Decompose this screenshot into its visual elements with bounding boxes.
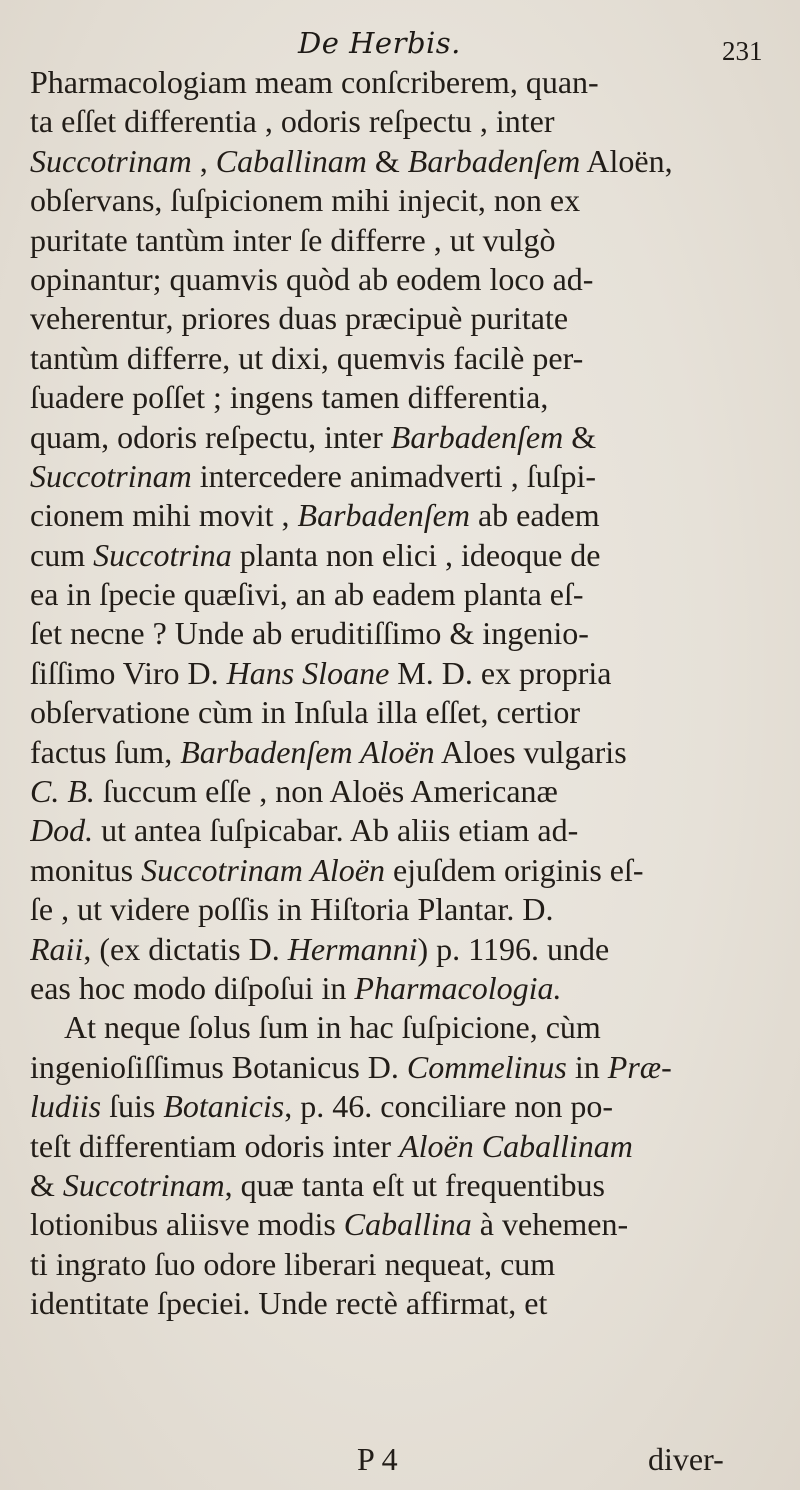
text-segment: &	[366, 142, 408, 179]
text-segment: Barbadenſem	[407, 142, 581, 179]
text-line	[30, 1008, 770, 1047]
text-segment: Dod.	[30, 812, 94, 849]
text-segment: ſuadere poſſet ; ingens tamen differentia,	[30, 379, 549, 416]
text-segment: ab eadem	[469, 497, 600, 534]
text-segment: tantùm differre, ut dixi, quemvis facilè per-	[30, 339, 584, 376]
text-segment: &	[30, 1166, 63, 1203]
text-segment: Raii	[30, 930, 84, 967]
text-line	[30, 63, 770, 102]
text-segment: Barbadenſem	[297, 497, 470, 534]
text-segment: Caballinam	[215, 142, 367, 179]
catchword: diver-	[648, 1441, 724, 1477]
text-segment: Hans Sloane	[226, 654, 390, 691]
text-segment: ta eſſet differentia , odoris reſpectu , inter	[30, 103, 555, 140]
text-segment: veherentur, priores duas præcipuè puritate	[30, 300, 569, 337]
text-segment: Aloes vulgaris	[434, 733, 627, 770]
text-segment: Aloën Caballinam	[399, 1127, 633, 1164]
text-segment: in	[566, 1048, 608, 1085]
text-segment: factus ſum,	[30, 733, 181, 770]
text-line	[30, 536, 770, 575]
text-segment: opinantur; quamvis quòd ab eodem loco ad-	[30, 260, 594, 297]
text-segment: ludiis	[30, 1088, 102, 1125]
text-line	[30, 1048, 770, 1087]
text-line	[30, 339, 770, 378]
text-segment: Succotrinam Aloën	[141, 851, 385, 888]
text-line	[30, 930, 770, 969]
text-line	[30, 654, 770, 693]
text-segment: &	[563, 418, 597, 455]
text-line	[30, 969, 770, 1008]
text-segment: ingenioſiſſimus Botanicus D.	[30, 1048, 407, 1085]
text-line	[30, 378, 770, 417]
footer	[0, 1441, 800, 1481]
text-segment: M. D. ex propria	[389, 654, 612, 691]
text-segment: obſervatione cùm in Inſula illa eſſet, certior	[30, 694, 581, 731]
text-segment: ejuſdem originis eſ-	[384, 851, 644, 888]
text-segment: ſe , ut videre poſſis in Hiſtoria Plantar. D.	[30, 891, 554, 928]
text-segment: ſet necne ? Unde ab eruditiſſimo & ingenio-	[30, 615, 589, 652]
text-segment: planta non elici , ideoque de	[231, 536, 601, 573]
text-line	[30, 221, 770, 260]
text-segment: Botanicis	[163, 1088, 285, 1125]
text-line	[30, 772, 770, 811]
text-line	[30, 457, 770, 496]
text-segment: , p. 46. conciliare non po-	[284, 1088, 614, 1125]
text-line	[30, 496, 770, 535]
text-segment: ut antea ſuſpicabar. Ab aliis etiam ad-	[93, 812, 579, 849]
text-segment: Hermanni	[287, 930, 418, 967]
text-line	[30, 733, 770, 772]
text-segment: teſt differentiam odoris inter	[30, 1127, 400, 1164]
body-text	[30, 63, 770, 1324]
text-segment: intercedere animadverti , ſuſpi-	[191, 457, 597, 494]
text-line	[30, 299, 770, 338]
running-title: De Herbis.	[298, 26, 461, 60]
text-line	[30, 260, 770, 299]
text-line	[30, 693, 770, 732]
text-segment: ſuis	[101, 1088, 164, 1125]
text-line	[30, 1127, 770, 1166]
text-segment: Pharmacologia.	[354, 969, 562, 1006]
text-segment: At neque ſolus ſum in hac ſuſpicione, cùm	[64, 1009, 601, 1046]
text-segment: ſiſſimo Viro D.	[30, 654, 227, 691]
text-segment: puritate tantùm inter ſe differre , ut vulgò	[30, 221, 556, 258]
text-line	[30, 575, 770, 614]
text-segment: Barbadenſem Aloën	[180, 733, 435, 770]
text-line	[30, 811, 770, 850]
text-segment: Succotrinam	[30, 457, 192, 494]
text-segment: obſervans, ſuſpicionem mihi injecit, non ex	[30, 182, 581, 219]
text-segment: Præ-	[607, 1048, 672, 1085]
text-segment: , quæ tanta eſt ut frequentibus	[224, 1166, 605, 1203]
text-line	[30, 181, 770, 220]
text-segment: , (ex dictatis D.	[83, 930, 288, 967]
text-segment: Aloën,	[580, 142, 673, 179]
text-segment: ,	[191, 142, 216, 179]
text-segment: Pharmacologiam meam conſcriberem, quan-	[30, 64, 599, 100]
text-segment: ti ingrato ſuo odore liberari nequeat, cum	[30, 1245, 556, 1282]
text-segment: monitus	[30, 851, 142, 888]
text-segment: Caballina	[343, 1206, 472, 1243]
text-line	[30, 614, 770, 653]
text-segment: Commelinus	[406, 1048, 567, 1085]
text-segment: Barbadenſem	[390, 418, 564, 455]
text-line	[30, 418, 770, 457]
text-line	[30, 851, 770, 890]
text-segment: ſuccum eſſe , non Aloës Americanæ	[94, 773, 558, 810]
text-segment: cionem mihi movit ,	[30, 497, 298, 534]
text-line	[30, 142, 770, 181]
text-segment: quam, odoris reſpectu, inter	[30, 418, 391, 455]
text-line	[30, 1245, 770, 1284]
text-segment: cum	[30, 536, 94, 573]
text-line	[30, 890, 770, 929]
page-number: 231	[722, 36, 763, 66]
text-segment: lotionibus aliisve modis	[30, 1206, 344, 1243]
text-segment: eas hoc modo diſpoſui in	[30, 969, 355, 1006]
text-segment: Succotrinam	[30, 142, 192, 179]
text-segment: identitate ſpeciei. Unde rectè affirmat, et	[30, 1285, 548, 1322]
text-line	[30, 1205, 770, 1244]
text-segment: Succotrinam	[62, 1166, 225, 1203]
text-segment: ea in ſpecie quæſivi, an ab eadem planta eſ-	[30, 576, 584, 613]
text-segment: à vehemen-	[471, 1206, 629, 1243]
text-line	[30, 1087, 770, 1126]
signature-mark: P 4	[357, 1441, 398, 1477]
text-line	[30, 102, 770, 141]
text-segment: ) p. 1196. unde	[417, 930, 610, 967]
text-line	[30, 1166, 770, 1205]
text-segment: Succotrina	[93, 536, 232, 573]
text-line	[30, 1284, 770, 1323]
text-segment: C. B.	[30, 773, 95, 810]
